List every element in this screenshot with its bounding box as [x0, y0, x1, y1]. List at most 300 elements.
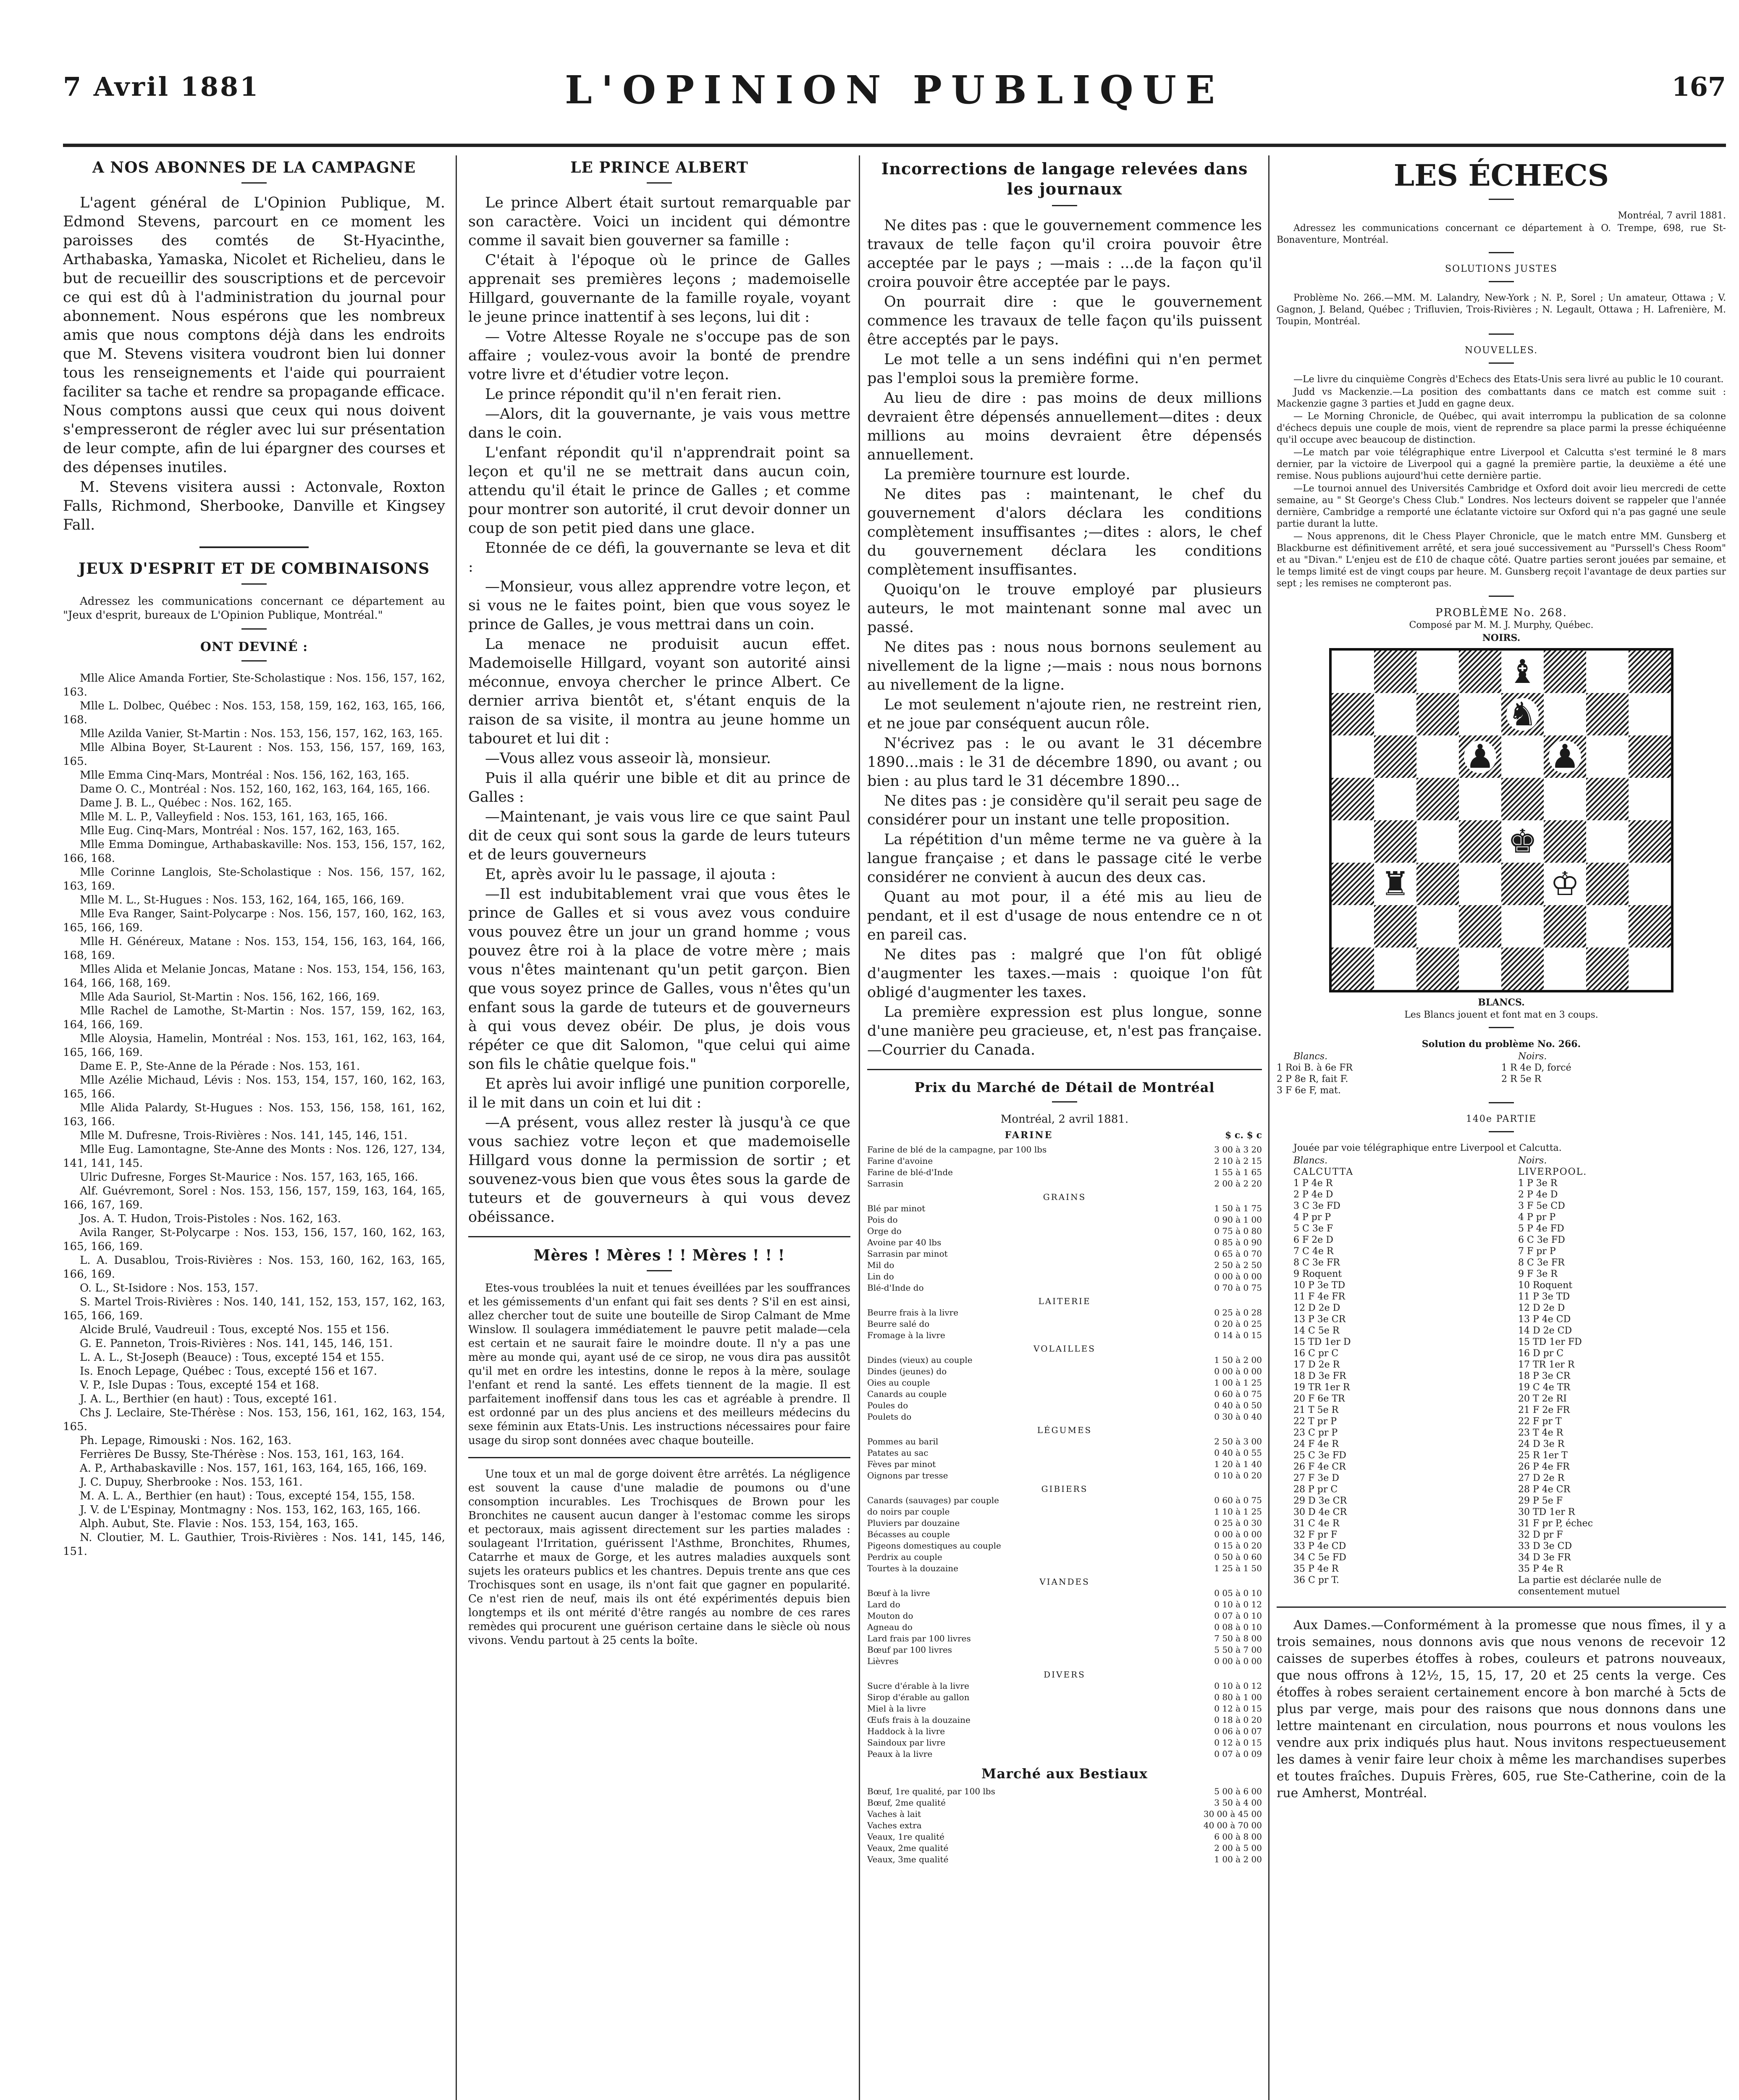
move: 10 P 3e TD: [1293, 1280, 1346, 1291]
news-item: — Le Morning Chronicle, de Québec, qui avait interrompu la publication de sa colonne d'échecs depuis une couple de mois, vient de reprendre sa place parmi la presse échiquéenne qu'il occupe avec beaucoup de distinction.: [1277, 411, 1726, 445]
paragraph: Le mot seulement n'ajoute rien, ne restreint rien, et ne joue par conséquent aucun rôle.: [867, 696, 1262, 732]
divider: [241, 583, 267, 585]
price-row: [867, 1447, 1262, 1459]
section-heading: LE PRINCE ALBERT: [570, 159, 748, 176]
board-square: [1586, 735, 1629, 778]
subsection-heading: ONT DEVINÉ :: [200, 640, 308, 654]
board-square: [1629, 778, 1671, 820]
price-row: [867, 1260, 1262, 1271]
price-value: 0 85 à 0 90: [1214, 1237, 1262, 1247]
price-row: [867, 1155, 1262, 1167]
board-square: [1544, 863, 1586, 905]
price-value: 5 50 à 7 00: [1214, 1645, 1262, 1655]
price-row: [867, 1178, 1262, 1189]
advertisement-text: Etes-vous troublées la nuit et tenues éveillées par les souffrances et les gémissements d'un enfant qui fait ses dents ? S'il en est ainsi, allez chercher tout de suite une bouteille de Sirop Calmant de Mme Winslow. Il soulagera immédiatement le pauvre petit malade—cela est certain et ne saurait faire le moindre doute. Il n'y a pas une mère au monde qui, ayant usé de ce sirop, ne vous dira pas aussitôt qu'il met en ordre les intestins, donne le repos à la mère, soulage l'enfant et rend la santé. Les effets tiennent de la magie. Il est parfaitement inoffensif dans tous les cas et agréable à prendre. Il est ordonné par un des plus anciens et des meilleurs médecins du sexe féminin aux Etats-Unis. Les instructions nécessaires pour faire usage du sirop sont données avec chaque bouteille.: [468, 1282, 850, 1447]
move: 6 C 3e FD: [1518, 1235, 1565, 1245]
move: 8 C 3e FR: [1518, 1257, 1565, 1268]
solver-entry: Mlle M. Dufresne, Trois-Rivières : Nos. 141, 145, 146, 151.: [80, 1129, 408, 1142]
section-heading: Marché aux Bestiaux: [981, 1766, 1148, 1782]
price-row: [867, 1411, 1262, 1423]
solution-heading: Solution du problème No. 266.: [1422, 1039, 1581, 1050]
column-2: [468, 155, 850, 2100]
price-item: Blé-d'Inde do: [867, 1283, 924, 1293]
price-row: [867, 1610, 1262, 1622]
move: 15 TD 1er FD: [1518, 1337, 1582, 1347]
news-item: Judd vs Mackenzie.—La position des combattants dans ce match est comme suit : Mackenzie gagne 3 parties et Judd en gagne deux.: [1277, 387, 1726, 409]
price-value: 1 25 à 1 50: [1214, 1563, 1262, 1573]
price-section-title: LAITERIE: [1038, 1296, 1091, 1306]
board-square: [1459, 651, 1501, 693]
board-square: [1374, 820, 1416, 863]
solver-entry: J. C. Dupuy, Sherbrooke : Nos. 153, 161.: [80, 1476, 303, 1488]
problem-author: Composé par M. M. J. Murphy, Québec.: [1409, 620, 1594, 630]
move: 24 D 3e R: [1518, 1439, 1565, 1449]
price-item: Dindes (vieux) au couple: [867, 1355, 973, 1365]
price-item: Blé par minot: [867, 1203, 926, 1213]
price-value: 0 60 à 0 75: [1214, 1389, 1262, 1399]
price-value: 0 65 à 0 70: [1214, 1249, 1262, 1259]
board-square: [1501, 863, 1544, 905]
column-rule: [456, 155, 457, 2100]
solver-entry: Mlle L. Dolbec, Québec : Nos. 153, 158, 159, 162, 163, 165, 166, 168.: [63, 700, 445, 726]
pawn-icon: ♟: [1459, 735, 1501, 778]
move: 2 P 8e R, fait F.: [1277, 1074, 1348, 1084]
solver-entry: Avila Ranger, St-Polycarpe : Nos. 153, 156, 157, 160, 162, 163, 165, 166, 169.: [63, 1226, 445, 1253]
divider: [1489, 362, 1514, 364]
black-label: NOIRS.: [1482, 633, 1521, 643]
issue-date: 7 Avril 1881: [63, 71, 260, 102]
divider: [647, 1270, 672, 1271]
move: 3 F 5e CD: [1518, 1201, 1565, 1211]
move: 36 C pr T.: [1293, 1575, 1339, 1586]
board-square: [1501, 778, 1544, 820]
board-square: [1501, 651, 1544, 693]
price-value: 0 25 à 0 30: [1214, 1518, 1262, 1528]
solver-entry: Alf. Guévremont, Sorel : Nos. 153, 156, 157, 159, 163, 164, 165, 166, 167, 169.: [63, 1185, 445, 1211]
move: 19 TR 1er R: [1293, 1382, 1350, 1393]
move: 15 TD 1er D: [1293, 1337, 1351, 1347]
price-section-title: LÉGUMES: [1037, 1425, 1092, 1435]
move: 27 F 3e D: [1293, 1473, 1339, 1483]
price-row: [867, 1843, 1262, 1854]
problem-heading: PROBLÈME No. 268.: [1435, 606, 1567, 619]
column-3: [867, 155, 1262, 2100]
price-row: [867, 1622, 1262, 1633]
price-item: Oignons par tresse: [867, 1470, 948, 1480]
solver-entry: G. E. Panneton, Trois-Rivières : Nos. 141, 145, 146, 151.: [80, 1337, 393, 1350]
price-item: Perdrix au couple: [867, 1552, 942, 1562]
solver-entry: Mlle Ada Sauriol, St-Martin : Nos. 156, 162, 166, 169.: [80, 991, 380, 1003]
move: 16 D pr C: [1518, 1348, 1564, 1359]
price-item: Sucre d'érable à la livre: [867, 1681, 969, 1691]
paragraph: L'agent général de L'Opinion Publique, M. Edmond Stevens, parcourt en ce moment les paroisses des comtés de St-Hyacinthe, Arthabaska, Yamaska, Nicolet et Richelieu, dans le but de recueillir des souscriptions et de percevoir ce qui est dû à l'administration du journal pour abonnement. Nous espérons que les nombreux amis que nous comptons déjà dans les endroits que M. Stevens visitera voudront bien lui donner tous les renseignements et l'aide qui pourraient faciliter sa tache et rendre sa propagande efficace. Nous comptons aussi que ceux qui nous doivent s'empresseront de régler avec lui sur présentation de leur compte, afin de lui épargner des courses et des dépenses inutiles.: [63, 194, 445, 476]
price-value: 1 00 à 1 25: [1214, 1378, 1262, 1388]
move: 17 D 2e R: [1293, 1360, 1340, 1370]
solution-moves: [1277, 1051, 1726, 1096]
price-value: 0 20 à 0 25: [1214, 1319, 1262, 1329]
price-row: [867, 1377, 1262, 1389]
advertisement-text: Aux Dames.—Conformément à la promesse que nous fîmes, il y a trois semaines, nous donnons avis que nous venons de recevoir 12 caisses de superbes étoffes à robes, couleurs et patrons nouveaux, que nous offrons à 12½, 15, 15, 17, 20 et 25 cents la verge. Ces étoffes à robes seraient certainement encore à bon marché à 5cts de plus par verge, mais pour des raisons que nous donnons dans une lettre maintenant en circulation, nous pourrons et nous voulons les vendre aux prix indiqués plus haut. Nous invitons respectueusement les dames à venir faire leur choix à même les marchandises superbes et toutes fraîches. Dupuis Frères, 605, rue Ste-Catherine, coin de la rue Amherst, Montréal.: [1277, 1618, 1726, 1801]
price-value: 1 50 à 2 00: [1214, 1355, 1262, 1365]
chess-address: Adressez les communications concernant ce département à O. Trempe, 698, rue St-Bonaventure, Montréal.: [1277, 223, 1726, 245]
white-moves: Blancs. CALCUTTA 1 P 4e R 2 P 4e D 3 C 3e FD 4 P pr P 5 C 3e F 6 F 2e D 7 C 4e R 8 C 3e FR 9 Roquent 10 P 3e TD 11 F 4e FR 12 D 2e D 13 P 3e CR 14 C 5e R 15 TD 1er D 16 C pr C 17 D 2e R 18 D 3e FR 19 TR 1er R 20 F 6e TR 21 T 5e R 22 T pr P 23 C pr P 24 F 4e R 25 C 3e FD 26 F 4e CR 27 F 3e D 28 P pr C 29 D 3e CR 30 D 4e CR 31 C 4e R 32 F pr F 33 P 4e CD 34 C 5e FD 35 P 4e R 36 C pr T.: [1277, 1155, 1501, 1597]
board-square: [1459, 905, 1501, 948]
price-value: 1 20 à 1 40: [1214, 1459, 1262, 1469]
price-row: [867, 1436, 1262, 1447]
price-value: 30 00 à 45 00: [1203, 1809, 1262, 1819]
solutions-text: Problème No. 266.—MM. M. Lalandry, New-York ; N. P., Sorel ; Un amateur, Ottawa ; V. Gagnon, J. Beland, Québec ; Trifluvien, Trois-Rivières ; N. Legault, Ottawa ; H. Lafrenière, M. Toupin, Montréal.: [1277, 293, 1726, 327]
price-item: Canards (sauvages) par couple: [867, 1495, 999, 1505]
divider: [468, 1236, 850, 1237]
board-square: [1332, 735, 1374, 778]
price-item: Orge do: [867, 1226, 902, 1236]
move: 12 D 2e D: [1518, 1303, 1565, 1313]
board-square: [1459, 778, 1501, 820]
paragraph: Le prince répondit qu'il n'en ferait rien.: [485, 386, 782, 403]
move: 21 F 2e FR: [1518, 1405, 1570, 1415]
move: 33 P 4e CD: [1293, 1541, 1346, 1551]
price-item: Mouton do: [867, 1611, 913, 1621]
black-moves: Noirs. 1 R 4e D, forcé 2 R 5e R: [1501, 1051, 1726, 1096]
move: 5 C 3e F: [1293, 1223, 1333, 1234]
move: 10 Roquent: [1518, 1280, 1573, 1291]
price-item: do noirs par couple: [867, 1507, 950, 1517]
price-value: 0 18 à 0 20: [1214, 1715, 1262, 1725]
move: 2 P 4e D: [1293, 1189, 1333, 1200]
solver-entry: Mlle M. L., St-Hugues : Nos. 153, 162, 164, 165, 166, 169.: [80, 894, 404, 906]
board-square: [1459, 948, 1501, 990]
move: 28 P 4e CR: [1518, 1484, 1571, 1495]
price-value: 0 05 à 0 10: [1214, 1588, 1262, 1598]
paragraph: Quant au mot pour, il a été mis au lieu de pendant, et il est d'usage de nous entendre ce n ot en pareil cas.: [867, 889, 1262, 943]
move: 34 D 3e FR: [1518, 1552, 1571, 1563]
board-square: [1332, 863, 1374, 905]
price-value: 0 40 à 0 55: [1214, 1448, 1262, 1458]
board-square: [1586, 820, 1629, 863]
paragraph: Adressez les communications concernant ce département au "Jeux d'esprit, bureaux de L'Opinion Publique, Montréal.": [63, 595, 445, 622]
board-square: [1459, 820, 1501, 863]
move: 30 D 4e CR: [1293, 1507, 1347, 1517]
price-item: Pluviers par douzaine: [867, 1518, 960, 1528]
move: 16 C pr C: [1293, 1348, 1339, 1359]
paragraph: —A présent, vous allez rester là jusqu'à ce que vous sachiez votre leçon et que mademoiselle Hillgard vous donne la permission de sortir ; et souvenez-vous bien que vous êtes sous la garde de tuteurs et de gouverneurs à qui vous devez obéissance.: [468, 1114, 850, 1226]
board-square: [1544, 820, 1586, 863]
paragraph: —Vous allez vous asseoir là, monsieur.: [485, 750, 771, 767]
white-label: BLANCS.: [1478, 997, 1525, 1008]
solver-entry: Mlle Albina Boyer, St-Laurent : Nos. 153, 156, 157, 169, 163, 165.: [63, 741, 445, 768]
solver-entry: Mlle Eug. Lamontagne, Ste-Anne des Monts : Nos. 126, 127, 134, 141, 141, 145.: [63, 1143, 445, 1170]
price-row: [867, 1692, 1262, 1703]
price-row: [867, 1656, 1262, 1667]
knight-icon: ♞: [1501, 693, 1544, 735]
price-row: [867, 1144, 1262, 1155]
section-heading: Prix du Marché de Détail de Montréal: [914, 1079, 1215, 1095]
board-square: [1416, 651, 1459, 693]
solver-entry: V. P., Isle Dupas : Tous, excepté 154 et 168.: [80, 1379, 319, 1391]
board-square: [1629, 905, 1671, 948]
board-square: [1416, 863, 1459, 905]
move: 22 T pr P: [1293, 1416, 1337, 1427]
paragraph: —Alors, dit la gouvernante, je vais vous mettre dans le coin.: [468, 406, 850, 441]
masthead: [63, 63, 1726, 147]
price-row: [867, 1551, 1262, 1563]
price-item: Haddock à la livre: [867, 1726, 945, 1736]
price-item: Miel à la livre: [867, 1704, 926, 1714]
price-row: [867, 1330, 1262, 1341]
board-square: [1459, 693, 1501, 735]
move: 34 C 5e FD: [1293, 1552, 1346, 1563]
price-row: [867, 1726, 1262, 1737]
price-section-title: GRAINS: [1043, 1192, 1086, 1202]
move: 2 R 5e R: [1501, 1074, 1542, 1084]
price-row: [867, 1599, 1262, 1610]
move: 25 R 1er T: [1518, 1450, 1568, 1461]
divider: [241, 182, 267, 184]
move: 8 C 3e FR: [1293, 1257, 1340, 1268]
price-row: [867, 1748, 1262, 1760]
divider: [468, 1457, 850, 1458]
move: 1 Roi B. à 6e FR: [1277, 1063, 1353, 1073]
move: 4 P pr P: [1518, 1212, 1556, 1223]
move: 3 C 3e FD: [1293, 1201, 1340, 1211]
price-date: Montréal, 2 avril 1881.: [1000, 1113, 1129, 1126]
board-square: [1629, 863, 1671, 905]
price-value: 2 50 à 3 00: [1214, 1436, 1262, 1446]
solver-entry: L. A. L., St-Joseph (Beauce) : Tous, excepté 154 et 155.: [80, 1351, 385, 1364]
solver-entry: Dame E. P., Ste-Anne de la Pérade : Nos. 153, 161.: [80, 1060, 360, 1073]
price-value: 0 80 à 1 00: [1214, 1692, 1262, 1702]
solver-entry: Mlle Emma Cinq-Mars, Montréal : Nos. 156, 162, 163, 165.: [80, 769, 409, 782]
paragraph: C'était à l'époque où le prince de Galles apprenait ses premières leçons ; mademoiselle Hillgard, gouvernante de la famille royale, voyant le jeune prince inattentif à ses leçons, lui dit :: [468, 252, 850, 326]
divider: [1489, 199, 1514, 200]
price-item: Lard frais par 100 livres: [867, 1633, 971, 1643]
paragraph: Ne dites pas : maintenant, le chef du gouvernement d'alors déclara les conditions complètement insuffisantes ;—dites : alors, le chef du gouvernement déclara les conditions complètement insuffisantes.: [867, 486, 1262, 578]
move: 18 D 3e FR: [1293, 1371, 1346, 1381]
board-square: [1501, 693, 1544, 735]
problem-task: Les Blancs jouent et font mat en 3 coups.: [1404, 1010, 1598, 1020]
price-row: [867, 1588, 1262, 1599]
solver-entry: Mlle M. L. P., Valleyfield : Nos. 153, 161, 163, 165, 166.: [80, 811, 388, 823]
column-rule: [1268, 155, 1269, 2100]
divider: [1489, 252, 1514, 253]
newspaper-title: L'OPINION PUBLIQUE: [565, 67, 1224, 113]
solver-entry: Mlle Rachel de Lamothe, St-Martin : Nos. 157, 159, 162, 163, 164, 166, 169.: [63, 1005, 445, 1031]
move: 9 F 3e R: [1518, 1269, 1558, 1279]
bishop-icon: ♝: [1501, 651, 1544, 693]
section-heading: Incorrections de langage relevées dans les journaux: [881, 159, 1248, 198]
move: 11 P 3e TD: [1518, 1292, 1570, 1302]
subsection-heading: NOUVELLES.: [1464, 345, 1538, 356]
solver-entry: Jos. A. T. Hudon, Trois-Pistoles : Nos. 162, 163.: [80, 1213, 341, 1225]
price-value: 0 50 à 0 60: [1214, 1552, 1262, 1562]
price-item: Saindoux par livre: [867, 1738, 946, 1748]
move: 19 C 4e TR: [1518, 1382, 1571, 1393]
price-row: [867, 1854, 1262, 1865]
paragraph: —Il est indubitablement vrai que vous êtes le prince de Galles et si vous avez vous conduire vous pouvez être un jour un grand homme ; vous pouvez être roi à la place de votre mère ; mais vous n'êtes maintenant qu'un petit garçon. Bien que vous soyez prince de Galles, vous n'êtes qu'un enfant sous la garde de tuteurs et de gouverneurs à qui vous devez obéir. De plus, je dois vous répéter ce que dit Salomon, "que celui qui aime son fils le châtie quelque fois.": [468, 886, 850, 1073]
solver-entry: Mlles Alida et Melanie Joncas, Matane : Nos. 153, 154, 156, 163, 164, 166, 168, 169.: [63, 963, 445, 990]
solver-entry: J. A. L., Berthier (en haut) : Tous, excepté 161.: [80, 1393, 337, 1405]
price-row: [867, 1271, 1262, 1282]
move: 25 C 3e FD: [1293, 1450, 1346, 1461]
price-item: Patates au sac: [867, 1448, 929, 1458]
price-row: [867, 1540, 1262, 1551]
king-icon: ♔: [1544, 863, 1586, 905]
paragraph: Au lieu de dire : pas moins de deux millions devraient être dépensés annuellement—dites : deux millions au moins devraient être dépensés annuellement.: [867, 390, 1262, 463]
divider: [1489, 1102, 1514, 1103]
solver-entry: Alcide Brulé, Vaudreuil : Tous, excepté Nos. 155 et 156.: [80, 1323, 390, 1336]
price-item: Oies au couple: [867, 1378, 930, 1388]
move: 35 P 4e R: [1518, 1564, 1563, 1574]
move: 2 P 4e D: [1518, 1189, 1558, 1200]
price-value: 40 00 à 70 00: [1203, 1820, 1262, 1830]
price-value: 1 50 à 1 75: [1214, 1203, 1262, 1213]
move: 32 D pr F: [1518, 1530, 1563, 1540]
price-item: Pigeons domestiques au couple: [867, 1541, 1001, 1551]
price-row: [867, 1703, 1262, 1714]
divider: [647, 182, 672, 184]
paragraph: Ne dites pas : malgré que l'on fût obligé d'augmenter les taxes.—mais : quoique l'on fût obligé d'augmenter les taxes.: [867, 946, 1262, 1001]
board-square: [1544, 735, 1586, 778]
price-item: Poulets do: [867, 1412, 912, 1422]
price-value: 0 10 à 0 12: [1214, 1599, 1262, 1609]
solver-entry: J. V. de L'Espinay, Montmagny : Nos. 153, 162, 163, 165, 166.: [80, 1504, 421, 1516]
price-value: 0 10 à 0 12: [1214, 1681, 1262, 1691]
price-item: Vaches à lait: [867, 1809, 921, 1819]
solver-entry: Mlle H. Généreux, Matane : Nos. 153, 154, 156, 163, 164, 166, 168, 169.: [63, 935, 445, 962]
price-item: Veaux, 3me qualité: [867, 1854, 949, 1864]
board-square: [1586, 693, 1629, 735]
move: 14 D 2e CD: [1518, 1326, 1572, 1336]
king-icon: ♚: [1501, 820, 1544, 863]
move: 26 P 4e FR: [1518, 1462, 1570, 1472]
rook-icon: ♜: [1374, 863, 1416, 905]
board-square: [1374, 778, 1416, 820]
paragraph: —Maintenant, je vais vous lire ce que saint Paul dit de ceux qui sont sous la garde de leurs tuteurs et de leurs gouverneurs: [468, 808, 850, 863]
price-row: [867, 1226, 1262, 1237]
move: 3 F 6e F, mat.: [1277, 1085, 1341, 1096]
price-item: Poules do: [867, 1400, 908, 1410]
board-square: [1374, 693, 1416, 735]
price-row: [867, 1831, 1262, 1843]
board-square: [1544, 948, 1586, 990]
solver-entry: O. L., St-Isidore : Nos. 153, 157.: [80, 1282, 259, 1294]
price-value: 2 10 à 2 15: [1214, 1156, 1262, 1166]
price-value: 0 00 à 0 00: [1214, 1366, 1262, 1376]
price-value: 0 10 à 0 20: [1214, 1470, 1262, 1480]
game-subtitle: Jouée par voie télégraphique entre Liverpool et Calcutta.: [1293, 1143, 1562, 1153]
solver-entry: Ferrières De Bussy, Ste-Thérèse : Nos. 153, 161, 163, 164.: [80, 1448, 404, 1461]
board-square: [1332, 905, 1374, 948]
price-row: [867, 1495, 1262, 1506]
solver-entry: Mlle Azilda Vanier, St-Martin : Nos. 153, 156, 157, 162, 163, 165.: [80, 727, 443, 740]
board-square: [1416, 735, 1459, 778]
board-square: [1416, 778, 1459, 820]
black-moves: Noirs. LIVERPOOL. 1 P 3e R 2 P 4e D 3 F 5e CD 4 P pr P 5 P 4e FD 6 C 3e FD 7 F pr P 8 C 3e FR 9 F 3e R 10 Roquent 11 P 3e TD 12 D 2e D 13 P 4e CD 14 D 2e CD 15 TD 1er FD 16 D pr C 17 TR 1er R 18 P 3e CR 19 C 4e TR 20 T 2e RI 21 F 2e FR 22 F pr T 23 T 4e R 24 D 3e R 25 R 1er T 26 P 4e FR 27 D 2e R 28 P 4e CR 29 P 5e F 30 TD 1er R 31 F pr P, échec 32 D pr F 33 D 3e CD 34 D 3e FR 35 P 4e R La partie est déclarée nulle de consentement mutuel: [1501, 1155, 1726, 1597]
board-square: [1332, 693, 1374, 735]
solver-entry: Chs J. Leclaire, Ste-Thérèse : Nos. 153, 156, 161, 162, 163, 154, 165.: [63, 1407, 445, 1433]
divider: [199, 546, 309, 548]
board-square: [1544, 778, 1586, 820]
price-item: Farine de blé-d'Inde: [867, 1167, 953, 1177]
price-row: [867, 1214, 1262, 1226]
price-item: Bœuf à la livre: [867, 1588, 930, 1598]
price-value: 0 08 à 0 10: [1214, 1622, 1262, 1632]
divider: [1489, 281, 1514, 282]
price-section-title: GIBIERS: [1041, 1484, 1088, 1494]
price-item: Dindes (jeunes) do: [867, 1366, 947, 1376]
price-item: Sarrasin: [867, 1179, 904, 1189]
price-item: Veaux, 2me qualité: [867, 1843, 949, 1853]
column-1: [63, 155, 445, 2100]
paragraph: Et, après avoir lu le passage, il ajouta :: [485, 866, 776, 883]
price-value: 1 00 à 2 00: [1214, 1854, 1262, 1864]
cattle-price-table: [867, 1786, 1262, 1865]
game-moves: [1277, 1155, 1726, 1597]
board-square: [1416, 948, 1459, 990]
price-row: [867, 1167, 1262, 1178]
price-item: Sirop d'érable au gallon: [867, 1692, 970, 1702]
price-row: [867, 1248, 1262, 1260]
price-item: Tourtes à la douzaine: [867, 1563, 959, 1573]
article-body: [468, 194, 850, 1227]
board-square: [1459, 735, 1501, 778]
price-row: [867, 1400, 1262, 1411]
price-item: Beurre frais à la livre: [867, 1307, 959, 1318]
price-item: Fromage à la livre: [867, 1330, 945, 1340]
solver-entry: Dame O. C., Montréal : Nos. 152, 160, 162, 163, 164, 165, 166.: [80, 783, 430, 795]
price-row: [867, 1389, 1262, 1400]
board-square: [1416, 905, 1459, 948]
board-square: [1416, 820, 1459, 863]
price-section-title: VIANDES: [1039, 1577, 1090, 1587]
paragraph: Ne dites pas : que le gouvernement commence les travaux de telle façon qu'il croira pouvoir être acceptée par le pays ; —mais : ...de la façon qu'il croira pouvoir être acceptée par le pays.: [867, 217, 1262, 291]
price-item: Sarrasin par minot: [867, 1249, 948, 1259]
board-square: [1332, 820, 1374, 863]
price-row: [867, 1517, 1262, 1529]
board-square: [1501, 820, 1544, 863]
price-value: 0 14 à 0 15: [1214, 1330, 1262, 1340]
white-moves: Blancs. 1 Roi B. à 6e FR 2 P 8e R, fait F. 3 F 6e F, mat.: [1277, 1051, 1501, 1096]
board-square: [1629, 948, 1671, 990]
solver-entry: Is. Enoch Lepage, Québec : Tous, excepté 156 et 167.: [80, 1365, 377, 1378]
paragraph: — Votre Altesse Royale ne s'occupe pas de son affaire ; voulez-vous avoir la bonté de prendre votre livre et d'étudier votre leçon.: [468, 328, 850, 383]
board-square: [1544, 905, 1586, 948]
price-item: Bœuf, 2me qualité: [867, 1798, 946, 1808]
price-item: Œufs frais à la douzaine: [867, 1715, 970, 1725]
price-value: 6 00 à 8 00: [1214, 1832, 1262, 1842]
price-value: 0 12 à 0 15: [1214, 1704, 1262, 1714]
price-value: 2 00 à 2 20: [1214, 1179, 1262, 1189]
price-row: [867, 1318, 1262, 1330]
move: 12 D 2e D: [1293, 1303, 1340, 1313]
move: 18 P 3e CR: [1518, 1371, 1571, 1381]
move: 20 T 2e RI: [1518, 1394, 1567, 1404]
price-row: [867, 1506, 1262, 1517]
column-4: [1277, 155, 1726, 2100]
price-row: [867, 1714, 1262, 1726]
move: 17 TR 1er R: [1518, 1360, 1575, 1370]
divider: [1489, 596, 1514, 597]
price-item: Farine de blé de la campagne, par 100 lbs: [867, 1144, 1047, 1155]
paragraph: La menace ne produisit aucun effet. Mademoiselle Hillgard, voyant son autorité ainsi méconnue, envoya chercher le prince Albert. Ce dernier arriva bientôt et, s'étant enquis de la raison de sa visite, il montra au jeune homme un tabouret et lui dit :: [468, 636, 850, 747]
move: 11 F 4e FR: [1293, 1292, 1346, 1302]
solver-entry: Mlle Corinne Langlois, Ste-Scholastique : Nos. 156, 157, 162, 163, 169.: [63, 866, 445, 892]
price-value: 1 55 à 1 65: [1214, 1167, 1262, 1177]
column-rule: [859, 155, 860, 2100]
paragraph: La répétition d'un même terme ne va guère à la langue française ; et dans le passage cité le verbe considérer ne convient à aucun des deux cas.: [867, 831, 1262, 886]
price-row: [867, 1644, 1262, 1656]
move: 20 F 6e TR: [1293, 1394, 1345, 1404]
